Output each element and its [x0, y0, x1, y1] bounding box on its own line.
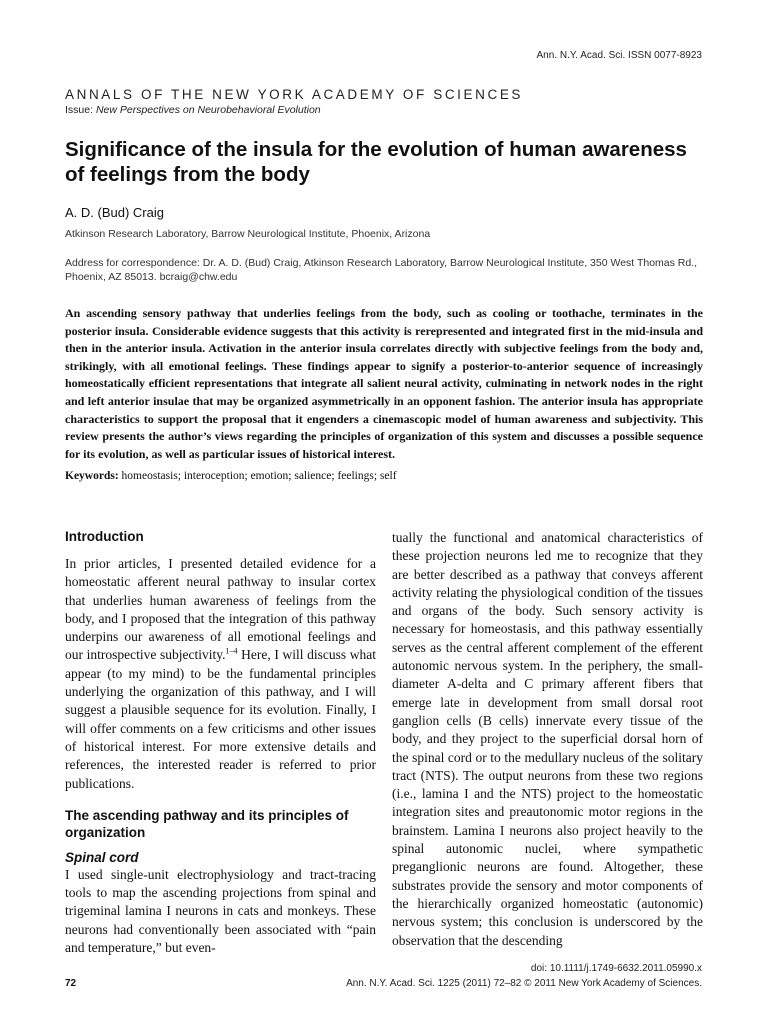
spinal-cord-heading: Spinal cord: [65, 849, 139, 865]
ascending-pathway-heading: The ascending pathway and its principles of organization: [65, 807, 349, 840]
journal-title: ANNALS OF THE NEW YORK ACADEMY OF SCIENCES: [65, 87, 524, 102]
issue-line: [65, 104, 321, 116]
issue-name: New Perspectives on Neurobehavioral Evolution: [95, 104, 321, 116]
article-title: Significance of the insula for the evolution of human awareness of feelings from the body: [65, 138, 687, 186]
author-affiliation: Atkinson Research Laboratory, Barrow Neurological Institute, Phoenix, Arizona: [65, 228, 431, 240]
left-column: [65, 528, 376, 957]
author-name: A. D. (Bud) Craig: [65, 205, 164, 220]
spinal-cord-paragraph: I used single-unit electrophysiology and tract-tracing tools to map the ascending projections from spinal and trigeminal lamina I neurons in cats and monkeys. These neurons had conventionally been associated with “pain and temperature,” but even-: [65, 866, 376, 956]
introduction-text-a: In prior articles, I presented detailed evidence for a homeostatic afferent neural pathway to insular cortex that underlies human awareness of feelings from the body, and I proposed that the integration of this pathway underpins our awareness of all emotional feelings and our introspective subjectivity.: [65, 556, 376, 663]
right-column-paragraph: tually the functional and anatomical characteristics of these projection neurons led me to recognize that they are better described as a pathway that conveys afferent activity relating the physiological condition of the tissues and organs of the body. Such sensory activity is necessary for homeostasis, and this pathway essentially serves as the central afferent complement of the efferent autonomic nervous system. In the periphery, the small-diameter A-delta and C primary afferent fibers that emerge late in development from small dorsal root ganglion cells (B cells) innervate every tissue of the body, and they project to the superficial dorsal horn of the spinal cord or to the medullary nucleus of the solitary tract (NTS). The output neurons from these two regions (i.e., lamina I and the NTS) project to the homeostatic integration sites and preautonomic motor regions in the brainstem. Lamina I neurons also project heavily to the spinal autonomic nuclei, where sympathetic preganglionic neurons are found. Altogether, these substrates provide the sensory and motor components of the hierarchically organized homeostatic (autonomic) nervous system; this conclusion is underscored by the observation that the descending: [392, 530, 703, 948]
right-column: [392, 529, 703, 950]
doi: doi: 10.1111/j.1749-6632.2011.05990.x: [530, 963, 702, 974]
journal-issn: Ann. N.Y. Acad. Sci. ISSN 0077-8923: [536, 50, 702, 61]
keywords: [65, 470, 705, 482]
citation-line: Ann. N.Y. Acad. Sci. 1225 (2011) 72–82 © 2011 New York Academy of Sciences.: [346, 978, 702, 989]
page-number: 72: [65, 978, 77, 989]
keywords-list: homeostasis; interoception; emotion; salience; feelings; self: [121, 470, 397, 482]
introduction-text-b: Here, I will discuss what appear (to my mind) to be the fundamental principles underlying the organization of this pathway, and I will suggest a plausible sequence for its evolution. Finally, I will offer comments on a few criticisms and other issues of historical interest. For more extensive details and references, the interested reader is referred to prior publications.: [65, 647, 376, 791]
keywords-label: Keywords:: [65, 470, 119, 482]
introduction-reference: 1–4: [225, 646, 238, 656]
issue-label: Issue:: [65, 104, 94, 116]
introduction-paragraph: [65, 555, 376, 793]
correspondence-address: Address for correspondence: Dr. A. D. (Bud) Craig, Atkinson Research Laboratory, Barrow Neurological Institute, 350 West Thomas Rd., Phoenix, AZ 85013. bcraig@chw.edu: [65, 257, 698, 283]
introduction-heading: Introduction: [65, 529, 144, 544]
abstract: An ascending sensory pathway that underlies feelings from the body, such as cooling or toothache, terminates in the posterior insula. Considerable evidence suggests that this activity is rerepresented and integrated first in the mid-insula and then in the anterior insula. Activation in the anterior insula correlates directly with subjective feelings from the body and, strikingly, with all emotional feelings. These findings appear to signify a posterior-to-anterior sequence of increasingly homeostatically efficient representations that integrate all salient neural activity, culminating in network nodes in the right and left anterior insulae that may be organized asymmetrically in an opponent fashion. The anterior insula has appropriate characteristics to support the proposal that it engenders a cinemascopic model of human awareness and subjectivity. This review presents the author’s views regarding the principles of organization of this system and discusses a possible sequence for its evolution, as well as particular issues of historical interest.: [65, 306, 703, 461]
